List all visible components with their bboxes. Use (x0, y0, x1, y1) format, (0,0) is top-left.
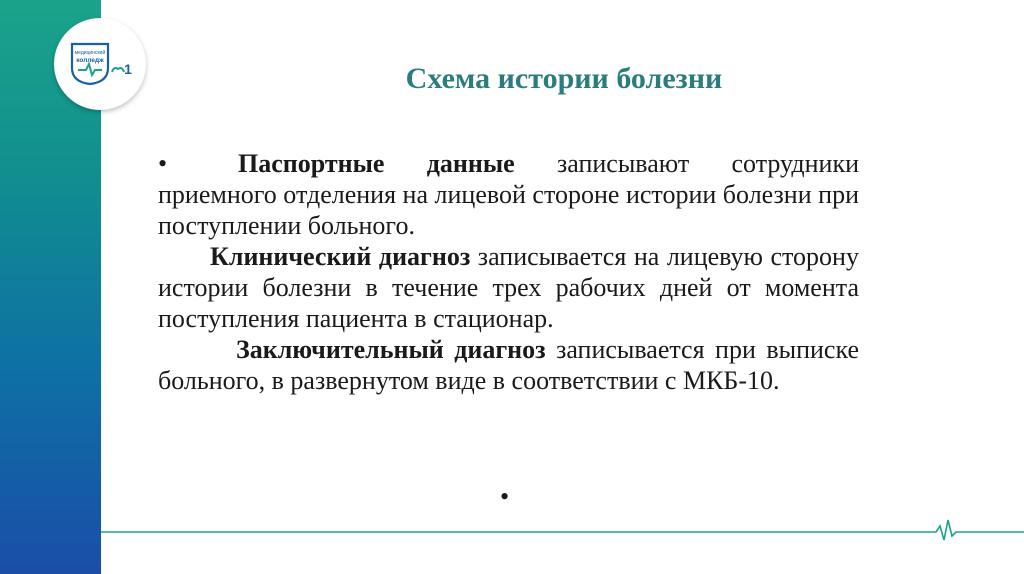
term-final-diagnosis: Заключительный диагноз (236, 335, 546, 364)
footer-pulse-line (101, 516, 1024, 546)
paragraph-passport-data (158, 148, 859, 241)
logo-badge (54, 18, 146, 110)
term-clinical-diagnosis: Клинический диагноз (210, 242, 471, 271)
content-body (158, 148, 859, 396)
college-logo-icon (68, 42, 132, 86)
logo-line-1: медицинский (74, 50, 106, 56)
paragraph-text: записывают сотрудники приемного отделения на лицевой стороне истории болезни при поступлении больного. (158, 149, 859, 240)
paragraph-text: записывается на лицевую сторону истории болезни в течение трех рабочих дней от момента поступления пациента в стационар. (158, 242, 859, 333)
trailing-bullet: • (500, 482, 510, 511)
term-passport-data: Паспортные данные (238, 149, 515, 178)
heart-pulse-icon (78, 64, 102, 75)
bullet-marker: • (158, 149, 168, 178)
logo-line-3: 1 (124, 61, 132, 77)
paragraph-clinical-diagnosis (158, 241, 859, 334)
paragraph-text: записывается при выписке больного, в развернутом виде в соответствии с МКБ-10. (158, 335, 859, 395)
page-title: Схема истории болезни (405, 62, 723, 95)
logo-line-2: колледж (76, 57, 104, 64)
paragraph-final-diagnosis (158, 334, 859, 396)
